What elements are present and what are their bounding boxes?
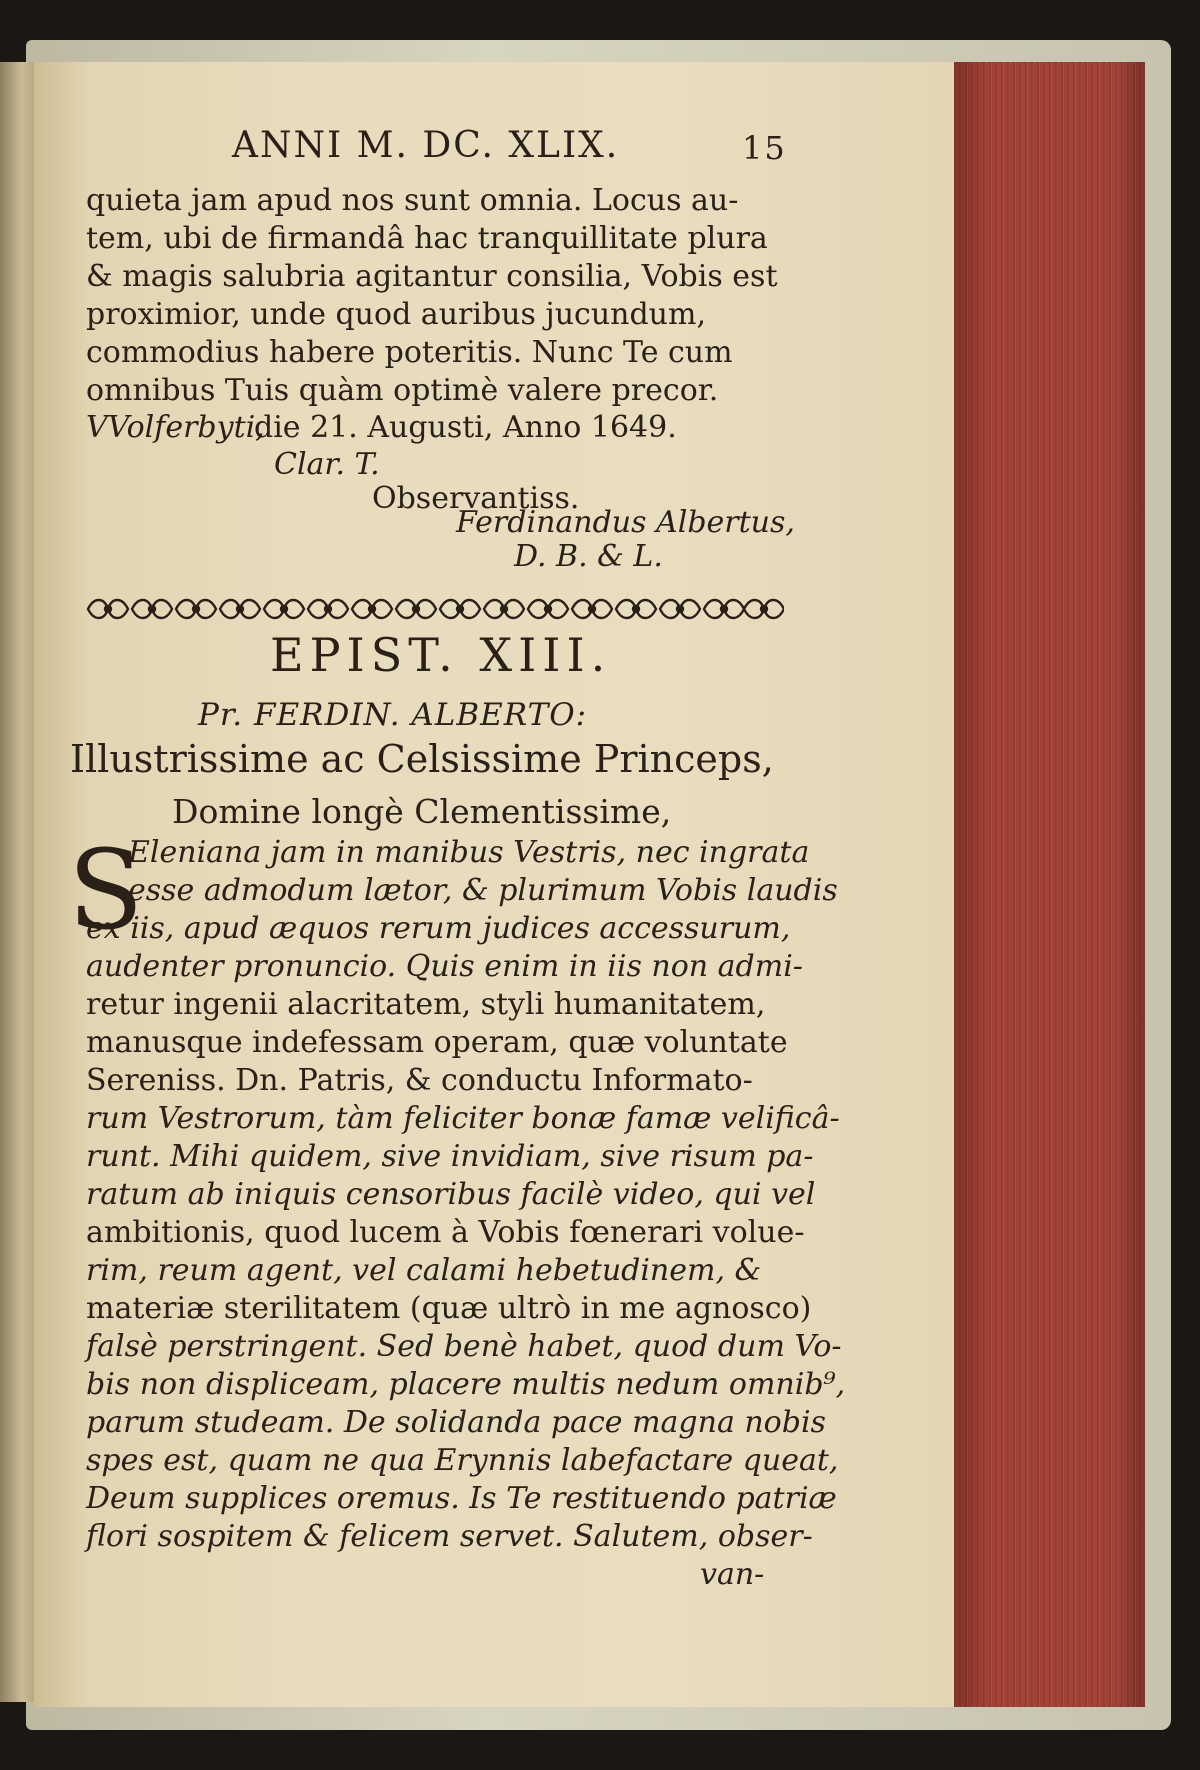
text-line: spes est, quam ne qua Erynnis labefactare queat, bbox=[86, 1443, 839, 1478]
text-line: retur ingenii alacritatem, styli humanitatem, bbox=[86, 987, 766, 1022]
text-line: commodius habere poteritis. Nunc Te cum bbox=[86, 335, 733, 370]
text-line: runt. Mihi quidem, sive invidiam, sive risum pa- bbox=[86, 1139, 814, 1174]
text-line: quieta jam apud nos sunt omnia. Locus au- bbox=[86, 183, 739, 218]
text-line: rim, reum agent, vel calami hebetudinem, & bbox=[86, 1253, 762, 1288]
text-line: ratum ab iniquis censoribus facilè video, qui vel bbox=[86, 1177, 816, 1212]
salutation: Clar. T. bbox=[274, 447, 380, 482]
text-line: esse admodum lætor, & plurimum Vobis laudis bbox=[128, 873, 838, 908]
left-page-edge bbox=[0, 62, 36, 1702]
text-line: Deum supplices oremus. Is Te restituendo patriæ bbox=[86, 1481, 837, 1516]
running-title: ANNI M. DC. XLIX. bbox=[232, 125, 620, 166]
text-line: ex iis, apud æquos rerum judices accessurum, bbox=[86, 911, 791, 946]
epistle-heading: EPIST. XIII. bbox=[270, 628, 612, 682]
signature-name: Ferdinandus Albertus, bbox=[456, 505, 795, 540]
drop-cap: S bbox=[68, 826, 144, 954]
text-line: flori sospitem & felicem servet. Salutem, obser- bbox=[86, 1519, 813, 1554]
text-line: proximior, unde quod auribus jucundum, bbox=[86, 297, 706, 332]
ornament-band bbox=[84, 594, 784, 624]
text-line: tem, ubi de firmandâ hac tranquillitate plura bbox=[86, 221, 768, 256]
address-line: Illustrissime ac Celsissime Princeps, bbox=[70, 737, 774, 781]
text-line: parum studeam. De solidanda pace magna nobis bbox=[86, 1405, 826, 1440]
page-number: 15 bbox=[742, 129, 787, 167]
place-name: VVolferbyti, bbox=[86, 410, 265, 445]
text-line: rum Vestrorum, tàm feliciter bonæ famæ velificâ- bbox=[86, 1101, 840, 1136]
text-line: manusque indefessam operam, quæ voluntate bbox=[86, 1025, 788, 1060]
text-line: Eleniana jam in manibus Vestris, nec ingrata bbox=[128, 835, 810, 870]
text-line: omnibus Tuis quàm optimè valere precor. bbox=[86, 373, 719, 408]
text-line: audenter pronuncio. Quis enim in iis non admi- bbox=[86, 949, 803, 984]
text-line: & magis salubria agitantur consilia, Vobis est bbox=[86, 259, 778, 294]
text-line: falsè perstringent. Sed benè habet, quod dum Vo- bbox=[86, 1329, 842, 1364]
letter-date: die 21. Augusti, Anno 1649. bbox=[254, 410, 677, 445]
text-line: bis non displiceam, placere multis nedum omnib⁹, bbox=[86, 1367, 846, 1402]
catchword: van- bbox=[700, 1557, 765, 1592]
closing: Observantiss. bbox=[372, 481, 580, 516]
text-line: ambitionis, quod lucem à Vobis fœnerari volue- bbox=[86, 1215, 805, 1250]
text-line: Sereniss. Dn. Patris, & conductu Informato- bbox=[86, 1063, 753, 1098]
text-line: materiæ sterilitatem (quæ ultrò in me agnosco) bbox=[86, 1291, 812, 1326]
epistle-recipient: Pr. FERDIN. ALBERTO: bbox=[198, 697, 588, 733]
fore-edge-shade bbox=[950, 62, 1145, 1707]
address-line: Domine longè Clementissime, bbox=[172, 792, 672, 831]
signature-title: D. B. & L. bbox=[514, 539, 663, 574]
